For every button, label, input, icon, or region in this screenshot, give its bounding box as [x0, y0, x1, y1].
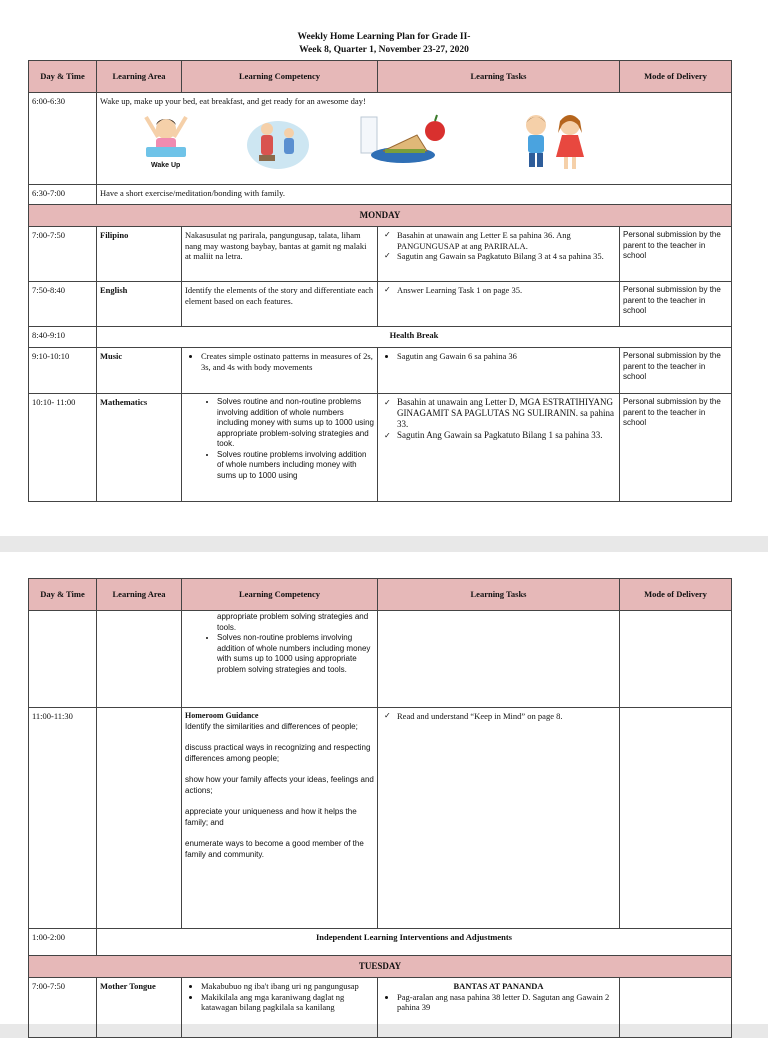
table-row-independent: [29, 929, 732, 956]
task-item: ✓ Sagutin ang Gawain sa Pagkatuto Bilang 3 at 4 sa pahina 35.: [397, 251, 616, 262]
cell-time: 10:10- 11:00: [29, 394, 97, 502]
task-item: ✓ Basahin at unawain ang Letter E sa pahina 36. Ang PANGUNGUSAP at ang PARIRALA.: [397, 230, 616, 251]
table-row-music: [29, 348, 732, 394]
cell-area: English: [97, 282, 182, 327]
cell-area: Mathematics: [97, 394, 182, 502]
cell-empty: [97, 708, 182, 929]
competency-item: • Makabubuo ng iba't ibang uri ng pangungusap: [201, 981, 374, 992]
cell-competency: [182, 978, 378, 1038]
cell-time: 9:10-10:10: [29, 348, 97, 394]
header-day-time: Day & Time: [29, 579, 97, 611]
homeroom-point: appreciate your uniqueness and how it helps the family; and: [185, 807, 357, 827]
cell-tasks: [378, 708, 620, 929]
header-tasks: Learning Tasks: [378, 579, 620, 611]
learning-plan-table-1: [28, 60, 732, 502]
task-item: • Sagutin ang Gawain 6 sa pahina 36: [397, 351, 616, 362]
parents-family-illustration: [245, 111, 311, 171]
homeroom-point: show how your family affects your ideas, feelings and actions;: [185, 775, 374, 795]
cell-area: Music: [97, 348, 182, 394]
cell-mode: Personal submission by the parent to the teacher in school: [620, 227, 732, 282]
header-learning-area: Learning Area: [97, 61, 182, 93]
table-row-exercise: [29, 185, 732, 205]
task-item: ✓ Sagutin Ang Gawain sa Pagkatuto Bilang 1 sa pahina 33.: [397, 430, 616, 441]
illustration-row: [100, 111, 728, 173]
cell-independent-text: Independent Learning Interventions and Adjustments: [97, 929, 732, 956]
cell-empty: [97, 611, 182, 708]
cell-time: 8:40-9:10: [29, 327, 97, 348]
cell-competency: Identify the elements of the story and differentiate each element based on each features.: [182, 282, 378, 327]
tuesday-label: TUESDAY: [29, 956, 732, 978]
header-tasks: Learning Tasks: [378, 61, 620, 93]
svg-text:Wake Up: Wake Up: [151, 161, 181, 169]
cell-area: Mother Tongue: [97, 978, 182, 1038]
learning-plan-table-2: [28, 578, 732, 1038]
cell-time: 11:00-11:30: [29, 708, 97, 929]
cell-competency: [182, 348, 378, 394]
header-mode: Mode of Delivery: [620, 61, 732, 93]
cell-time: 7:00-7:50: [29, 227, 97, 282]
cell-time: 7:00-7:50: [29, 978, 97, 1038]
table-row-health-break: [29, 327, 732, 348]
cell-competency: [182, 394, 378, 502]
competency-continued: appropriate problem solving strategies and tools.: [217, 612, 369, 632]
cell-empty: [29, 611, 97, 708]
table-row-filipino: [29, 227, 732, 282]
document-title-line1: Weekly Home Learning Plan for Grade II-: [297, 32, 471, 42]
monday-label: MONDAY: [29, 205, 732, 227]
table-row-english: [29, 282, 732, 327]
cell-tasks: [378, 227, 620, 282]
table-row-math-continued: [29, 611, 732, 708]
day-band-tuesday: [29, 956, 732, 978]
cell-competency: [182, 708, 378, 929]
cell-exercise-text: Have a short exercise/meditation/bonding with family.: [97, 185, 732, 205]
document-title-line2: Week 8, Quarter 1, November 23-27, 2020: [299, 45, 469, 55]
header-competency: Learning Competency: [182, 61, 378, 93]
header-day-time: Day & Time: [29, 61, 97, 93]
competency-item: • Creates simple ostinato patterns in measures of 2s, 3s, and 4s with body movements: [201, 351, 374, 372]
table-row-mathematics: [29, 394, 732, 502]
task-item: • Pag-aralan ang nasa pahina 38 letter D. Sagutan ang Gawain 2 pahina 39: [397, 992, 616, 1013]
task-heading: BANTAS AT PANANDA: [453, 981, 544, 991]
table-row-wake-up: [29, 93, 732, 185]
task-item: ✓ Read and understand “Keep in Mind” on page 8.: [397, 711, 616, 722]
table-row-homeroom: [29, 708, 732, 929]
document-page-2: [0, 552, 768, 1024]
cell-tasks: [378, 282, 620, 327]
cell-area: Filipino: [97, 227, 182, 282]
competency-item: • Solves routine and non-routine problems involving addition of whole numbers including money with sums up to 1000 using appropriate problem-solving strategies and took.: [217, 397, 374, 450]
competency-item: • Solves non-routine problems involving addition of whole numbers including money with sums up to 1000 using appropriate problem solving strategies and tools.: [217, 633, 374, 675]
task-item: ✓ Basahin at unawain ang Letter D, MGA ESTRATIHIYANG GINAGAMIT SA PAGLUTAS NG SULIRANIN. sa pahina 33.: [397, 397, 616, 430]
header-learning-area: Learning Area: [97, 579, 182, 611]
cell-time: 1:00-2:00: [29, 929, 97, 956]
cell-mode: Personal submission by the parent to the teacher in school: [620, 282, 732, 327]
homeroom-point: Identify the similarities and differences of people;: [185, 721, 358, 731]
cell-empty: [620, 611, 732, 708]
two-kids-illustration: [512, 111, 594, 173]
cell-time: 7:50-8:40: [29, 282, 97, 327]
cell-mode: Personal submission by the parent to the teacher in school: [620, 394, 732, 502]
table-row-mother-tongue: [29, 978, 732, 1038]
cell-wake-activity: [97, 93, 732, 185]
homeroom-heading: Homeroom Guidance: [185, 711, 259, 720]
wake-text: Wake up, make up your bed, eat breakfast, and get ready for an awesome day!: [100, 96, 366, 106]
cell-empty: [378, 611, 620, 708]
cell-tasks: [378, 348, 620, 394]
table-header-row: [29, 579, 732, 611]
cell-tasks: [378, 394, 620, 502]
cell-competency: Nakasusulat ng parirala, pangungusap, talata, liham nang may wastong baybay, bantas at gamit ng malaki at maliit na letra.: [182, 227, 378, 282]
task-item: ✓ Answer Learning Task 1 on page 35.: [397, 285, 616, 296]
homeroom-point: discuss practical ways in recognizing and respecting differences among people;: [185, 743, 371, 763]
header-competency: Learning Competency: [182, 579, 378, 611]
cell-empty: [620, 708, 732, 929]
child-waking-illustration: [138, 111, 194, 171]
cell-health-break: Health Break: [97, 327, 732, 348]
homeroom-point: enumerate ways to become a good member of the family and community.: [185, 839, 364, 859]
table-header-row: [29, 61, 732, 93]
header-mode: Mode of Delivery: [620, 579, 732, 611]
cell-mode: Personal submission by the parent to the teacher in school: [620, 348, 732, 394]
cell-time: 6:30-7:00: [29, 185, 97, 205]
day-band-monday: [29, 205, 732, 227]
competency-item: • Solves routine problems involving addition of whole numbers including money with sums up to 1000 using: [217, 450, 374, 482]
cell-tasks: [378, 978, 620, 1038]
cell-empty: [620, 978, 732, 1038]
breakfast-sandwich-milk-illustration: [355, 111, 451, 167]
cell-time: 6:00-6:30: [29, 93, 97, 185]
competency-item: • Makikilala ang mga karaniwang daglat ng katawagan bilang pagkilala sa kanilang: [201, 992, 374, 1013]
cell-competency: [182, 611, 378, 708]
